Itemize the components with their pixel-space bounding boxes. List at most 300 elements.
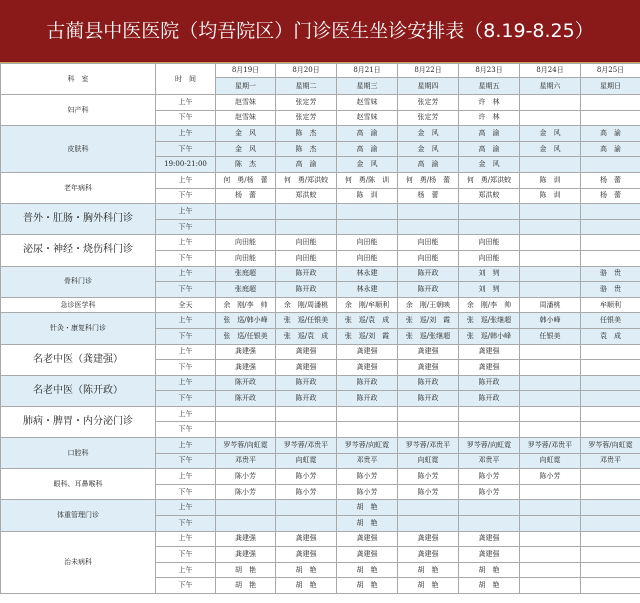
doctor-cell [520,95,581,111]
doctor-cell [276,500,337,516]
schedule-row [1,406,640,422]
doctor-cell: 金 风 [398,141,459,157]
header-date: 8月25日 [581,64,640,78]
doctor-cell: 胡 艳 [337,516,398,532]
doctor-cell [520,562,581,578]
header-weekday: 星期五 [459,78,520,95]
doctor-cell: 龚建强 [459,360,520,376]
doctor-cell [581,578,640,594]
doctor-cell: 张 巡/袁 成 [276,328,337,344]
department-name: 名老中医（陈开政） [1,375,156,406]
doctor-cell: 郑洪蛟 [459,188,520,204]
doctor-cell: 陈开政 [337,375,398,391]
doctor-cell [216,516,276,532]
doctor-cell: 金 风 [398,126,459,142]
doctor-cell: 胡 艳 [337,578,398,594]
doctor-cell: 陈开政 [216,391,276,407]
doctor-cell [520,235,581,251]
header-weekday: 星期一 [216,78,276,95]
doctor-cell: 陈小芳 [216,484,276,500]
time-slot: 下午 [156,484,216,500]
time-slot: 下午 [156,391,216,407]
doctor-cell: 张定芳 [398,95,459,111]
doctor-cell [216,219,276,235]
doctor-cell: 杨 蕾 [216,188,276,204]
doctor-cell: 陈 杰 [276,126,337,142]
time-slot: 下午 [156,578,216,594]
doctor-cell: 陈 杰 [276,141,337,157]
schedule-row [1,126,640,142]
doctor-cell [581,375,640,391]
doctor-cell: 余 刚/牟顺利 [337,297,398,313]
title-banner [0,0,640,63]
time-slot: 上午 [156,469,216,485]
doctor-cell [216,500,276,516]
doctor-cell: 邓贵平 [337,453,398,469]
department-name: 皮肤科 [1,126,156,173]
doctor-cell: 刘 刿 [459,282,520,298]
doctor-cell: 张定芳 [276,95,337,111]
doctor-cell [337,219,398,235]
doctor-cell [520,204,581,220]
doctor-cell [581,516,640,532]
doctor-cell [276,516,337,532]
doctor-cell: 陈小芳 [276,469,337,485]
time-slot: 下午 [156,141,216,157]
doctor-cell: 张 巡/任银美 [216,328,276,344]
schedule-body [1,95,640,594]
doctor-cell: 金 风 [520,141,581,157]
header-weekday: 星期二 [276,78,337,95]
department-name: 骨科门诊 [1,266,156,297]
doctor-cell [520,406,581,422]
time-slot: 上午 [156,375,216,391]
doctor-cell: 高 渝 [398,157,459,173]
doctor-cell [520,375,581,391]
time-slot: 下午 [156,547,216,563]
schedule-row [1,500,640,516]
doctor-cell: 陈小芳 [459,484,520,500]
doctor-cell: 许 林 [459,110,520,126]
doctor-cell: 高 渝 [459,126,520,142]
doctor-cell: 向田能 [276,250,337,266]
doctor-cell: 高 渝 [581,126,640,142]
doctor-cell [520,531,581,547]
doctor-cell: 陈 训 [520,172,581,188]
doctor-cell: 张 巡/张继超 [398,328,459,344]
doctor-cell: 赵雪妹 [216,110,276,126]
doctor-cell: 陈开政 [398,375,459,391]
doctor-cell: 陈小芳 [398,469,459,485]
doctor-cell: 陈开政 [459,375,520,391]
doctor-cell: 金 风 [520,126,581,142]
doctor-cell [581,157,640,173]
doctor-cell: 陈 训 [520,188,581,204]
doctor-cell [398,422,459,438]
doctor-cell: 许 林 [459,95,520,111]
time-slot: 上午 [156,531,216,547]
doctor-cell: 陈小芳 [276,484,337,500]
header-weekday: 星期日 [581,78,640,95]
doctor-cell [276,422,337,438]
doctor-cell [581,547,640,563]
doctor-cell [398,219,459,235]
department-name: 体重管理门诊 [1,500,156,531]
doctor-cell: 高 渝 [459,141,520,157]
department-name: 名老中医（龚建强） [1,344,156,375]
doctor-cell: 张定芳 [398,110,459,126]
doctor-cell: 骆 贵 [581,266,640,282]
doctor-cell: 罗芩蓉/邓贵平 [276,438,337,454]
doctor-cell: 胡 艳 [216,562,276,578]
header-time: 时 间 [156,64,216,95]
doctor-cell: 向田能 [337,250,398,266]
doctor-cell [581,531,640,547]
header-date: 8月19日 [216,64,276,78]
doctor-cell: 杨 蕾 [581,172,640,188]
schedule-table [0,63,640,594]
schedule-row [1,469,640,485]
department-name: 妇产科 [1,95,156,126]
doctor-cell: 龚建强 [398,547,459,563]
header-date: 8月21日 [337,64,398,78]
doctor-cell [581,406,640,422]
doctor-cell [581,422,640,438]
doctor-cell: 高 渝 [276,157,337,173]
time-slot: 上午 [156,266,216,282]
doctor-cell [581,219,640,235]
time-slot: 上午 [156,235,216,251]
schedule-row [1,375,640,391]
doctor-cell: 赵雪妹 [337,110,398,126]
time-slot: 全天 [156,297,216,313]
doctor-cell: 陈小芳 [398,484,459,500]
doctor-cell: 胡 艳 [337,500,398,516]
doctor-cell: 张 巡/任银美 [276,313,337,329]
doctor-cell: 陈开政 [398,282,459,298]
doctor-cell: 陈小芳 [337,469,398,485]
doctor-cell: 向虹霓 [520,453,581,469]
doctor-cell: 胡 艳 [398,578,459,594]
department-name: 普外・肛肠・胸外科门诊 [1,204,156,235]
doctor-cell [581,95,640,111]
doctor-cell [398,204,459,220]
doctor-cell [581,110,640,126]
doctor-cell: 龚建强 [459,531,520,547]
doctor-cell: 陈开政 [398,391,459,407]
time-slot: 上午 [156,562,216,578]
doctor-cell: 金 风 [216,126,276,142]
doctor-cell [581,391,640,407]
doctor-cell: 向田能 [398,235,459,251]
department-name: 肺病・脾胃・内分泌门诊 [1,406,156,437]
doctor-cell: 高 渝 [337,141,398,157]
doctor-cell: 高 渝 [337,126,398,142]
doctor-cell: 向田能 [276,235,337,251]
doctor-cell: 任银美 [581,313,640,329]
header-weekday: 星期四 [398,78,459,95]
doctor-cell: 向虹霓 [398,453,459,469]
doctor-cell [581,204,640,220]
doctor-cell [520,484,581,500]
doctor-cell: 龚建强 [276,531,337,547]
doctor-cell: 郑洪蛟 [276,188,337,204]
doctor-cell: 向田能 [398,250,459,266]
time-slot: 下午 [156,328,216,344]
doctor-cell: 任银美 [520,328,581,344]
department-name: 治未病科 [1,531,156,593]
doctor-cell [337,406,398,422]
time-slot: 下午 [156,516,216,532]
doctor-cell: 张庭超 [216,266,276,282]
doctor-cell: 赵雪妹 [216,95,276,111]
doctor-cell: 龚建强 [337,360,398,376]
doctor-cell [520,250,581,266]
doctor-cell: 陈小芳 [337,484,398,500]
doctor-cell [398,406,459,422]
doctor-cell: 罗芩蓉/向虹霓 [337,438,398,454]
doctor-cell [520,360,581,376]
doctor-cell: 何 勇/郑洪蛟 [276,172,337,188]
doctor-cell [276,406,337,422]
doctor-cell: 龚建强 [337,531,398,547]
schedule-row [1,438,640,454]
doctor-cell [276,219,337,235]
doctor-cell: 向田能 [459,235,520,251]
doctor-cell: 向田能 [459,250,520,266]
department-name: 针灸・康复科门诊 [1,313,156,344]
doctor-cell [216,204,276,220]
doctor-cell: 胡 艳 [276,578,337,594]
doctor-cell: 赵雪妹 [337,95,398,111]
doctor-cell [581,500,640,516]
doctor-cell: 胡 艳 [459,578,520,594]
doctor-cell: 邓贵平 [459,453,520,469]
time-slot: 上午 [156,95,216,111]
doctor-cell [581,235,640,251]
doctor-cell: 龚建强 [276,360,337,376]
doctor-cell: 张 巡/韩小峰 [216,313,276,329]
time-slot: 上午 [156,406,216,422]
doctor-cell: 金 风 [459,157,520,173]
doctor-cell: 余 刚/李 帅 [459,297,520,313]
time-slot: 下午 [156,219,216,235]
doctor-cell: 张 巡/袁 成 [337,313,398,329]
header-weekday: 星期六 [520,78,581,95]
doctor-cell [520,344,581,360]
header-date-row [1,64,640,78]
doctor-cell: 胡 艳 [216,578,276,594]
department-name: 泌尿・神经・烧伤科门诊 [1,235,156,266]
doctor-cell: 陈小芳 [459,469,520,485]
doctor-cell: 杨 蕾 [398,188,459,204]
schedule-row [1,297,640,313]
schedule-row [1,95,640,111]
doctor-cell: 杨 蕾 [581,188,640,204]
doctor-cell: 陈开政 [276,375,337,391]
doctor-cell: 陈小芳 [520,469,581,485]
schedule-row [1,172,640,188]
doctor-cell: 何 勇/杨 蕾 [398,172,459,188]
doctor-cell: 林永建 [337,266,398,282]
doctor-cell: 胡 艳 [276,562,337,578]
doctor-cell: 龚建强 [337,344,398,360]
doctor-cell: 龚建强 [459,547,520,563]
doctor-cell: 刘 刿 [459,266,520,282]
doctor-cell: 罗芩蓉/向虹霓 [459,438,520,454]
doctor-cell [459,204,520,220]
doctor-cell: 高 渝 [581,141,640,157]
doctor-cell: 邓贵平 [581,453,640,469]
doctor-cell: 陈开政 [276,391,337,407]
doctor-cell: 何 勇/郑洪蛟 [459,172,520,188]
doctor-cell: 胡 艳 [337,562,398,578]
doctor-cell: 向田能 [216,250,276,266]
time-slot: 下午 [156,453,216,469]
time-slot: 上午 [156,204,216,220]
doctor-cell [520,157,581,173]
doctor-cell: 向田能 [337,235,398,251]
doctor-cell: 龚建强 [276,547,337,563]
doctor-cell [581,360,640,376]
doctor-cell: 牟顺利 [581,297,640,313]
doctor-cell: 胡 艳 [398,562,459,578]
time-slot: 上午 [156,344,216,360]
doctor-cell [459,422,520,438]
doctor-cell [459,516,520,532]
schedule-row [1,531,640,547]
doctor-cell: 向虹霓 [276,453,337,469]
time-slot: 上午 [156,500,216,516]
doctor-cell: 骆 贵 [581,282,640,298]
doctor-cell: 陈开政 [398,266,459,282]
department-name: 急诊医学科 [1,297,156,313]
schedule-row [1,235,640,251]
time-slot: 下午 [156,110,216,126]
doctor-cell: 金 风 [216,141,276,157]
doctor-cell: 龚建强 [216,531,276,547]
doctor-cell: 张 巡/刘 霞 [337,328,398,344]
doctor-cell [581,562,640,578]
doctor-cell: 龚建强 [216,344,276,360]
doctor-cell [581,469,640,485]
doctor-cell: 张定芳 [276,110,337,126]
time-slot: 上午 [156,438,216,454]
doctor-cell [520,282,581,298]
doctor-cell: 向田能 [216,235,276,251]
doctor-cell: 金 风 [337,157,398,173]
doctor-cell: 龚建强 [276,344,337,360]
doctor-cell: 龚建强 [337,547,398,563]
department-name: 眼科、耳鼻喉科 [1,469,156,500]
doctor-cell [459,500,520,516]
page-title: 古蔺县中医医院（均吾院区）门诊医生坐诊安排表（8.19-8.25） [46,20,594,42]
doctor-cell [520,219,581,235]
doctor-cell [459,219,520,235]
doctor-cell: 余 刚/王朝映 [398,297,459,313]
department-name: 老年病科 [1,172,156,203]
doctor-cell: 龚建强 [216,360,276,376]
doctor-cell: 余 刚/李 帅 [216,297,276,313]
doctor-cell: 张庭超 [216,282,276,298]
doctor-cell [520,266,581,282]
doctor-cell: 陈小芳 [216,469,276,485]
doctor-cell [337,204,398,220]
header-date: 8月23日 [459,64,520,78]
time-slot: 下午 [156,282,216,298]
doctor-cell: 龚建强 [459,344,520,360]
doctor-cell [398,500,459,516]
department-name: 口腔科 [1,438,156,469]
time-slot: 上午 [156,172,216,188]
schedule-row [1,344,640,360]
doctor-cell [581,250,640,266]
doctor-cell: 龚建强 [398,531,459,547]
doctor-cell: 罗芩蓉/向虹霓 [581,438,640,454]
doctor-cell: 何 勇/陈 训 [337,172,398,188]
header-date: 8月20日 [276,64,337,78]
doctor-cell [581,484,640,500]
doctor-cell [520,500,581,516]
schedule-row [1,313,640,329]
header-date: 8月22日 [398,64,459,78]
doctor-cell [520,547,581,563]
doctor-cell: 林永建 [337,282,398,298]
time-slot: 下午 [156,188,216,204]
header-weekday: 星期三 [337,78,398,95]
doctor-cell [520,578,581,594]
header-date: 8月24日 [520,64,581,78]
doctor-cell [520,110,581,126]
doctor-cell: 龚建强 [398,344,459,360]
header-dept: 科 室 [1,64,156,95]
doctor-cell [520,391,581,407]
doctor-cell: 胡 艳 [459,562,520,578]
doctor-cell: 陈开政 [216,375,276,391]
doctor-cell: 陈开政 [337,391,398,407]
doctor-cell: 张 巡/刘 霞 [398,313,459,329]
doctor-cell: 邓贵平 [216,453,276,469]
doctor-cell: 陈开政 [459,391,520,407]
doctor-cell [216,422,276,438]
time-slot: 下午 [156,422,216,438]
schedule-row [1,266,640,282]
schedule-row [1,204,640,220]
doctor-cell: 余 刚/周潘桃 [276,297,337,313]
doctor-cell [337,422,398,438]
time-slot: 19:00-21:00 [156,157,216,173]
doctor-cell: 陈开政 [276,266,337,282]
doctor-cell: 周潘桃 [520,297,581,313]
doctor-cell: 张 巡/张继超 [459,313,520,329]
doctor-cell: 龚建强 [216,547,276,563]
doctor-cell: 何 勇/杨 蕾 [216,172,276,188]
doctor-cell: 罗芩蓉/邓贵平 [520,438,581,454]
doctor-cell [216,406,276,422]
time-slot: 下午 [156,360,216,376]
doctor-cell [276,204,337,220]
doctor-cell: 张 巡/韩小峰 [459,328,520,344]
doctor-cell: 袁 成 [581,328,640,344]
doctor-cell [520,516,581,532]
doctor-cell: 罗芩蓉/向虹霓 [216,438,276,454]
doctor-cell [459,406,520,422]
doctor-cell [398,516,459,532]
doctor-cell: 韩小峰 [520,313,581,329]
time-slot: 上午 [156,313,216,329]
doctor-cell [581,344,640,360]
doctor-cell: 陈 训 [337,188,398,204]
